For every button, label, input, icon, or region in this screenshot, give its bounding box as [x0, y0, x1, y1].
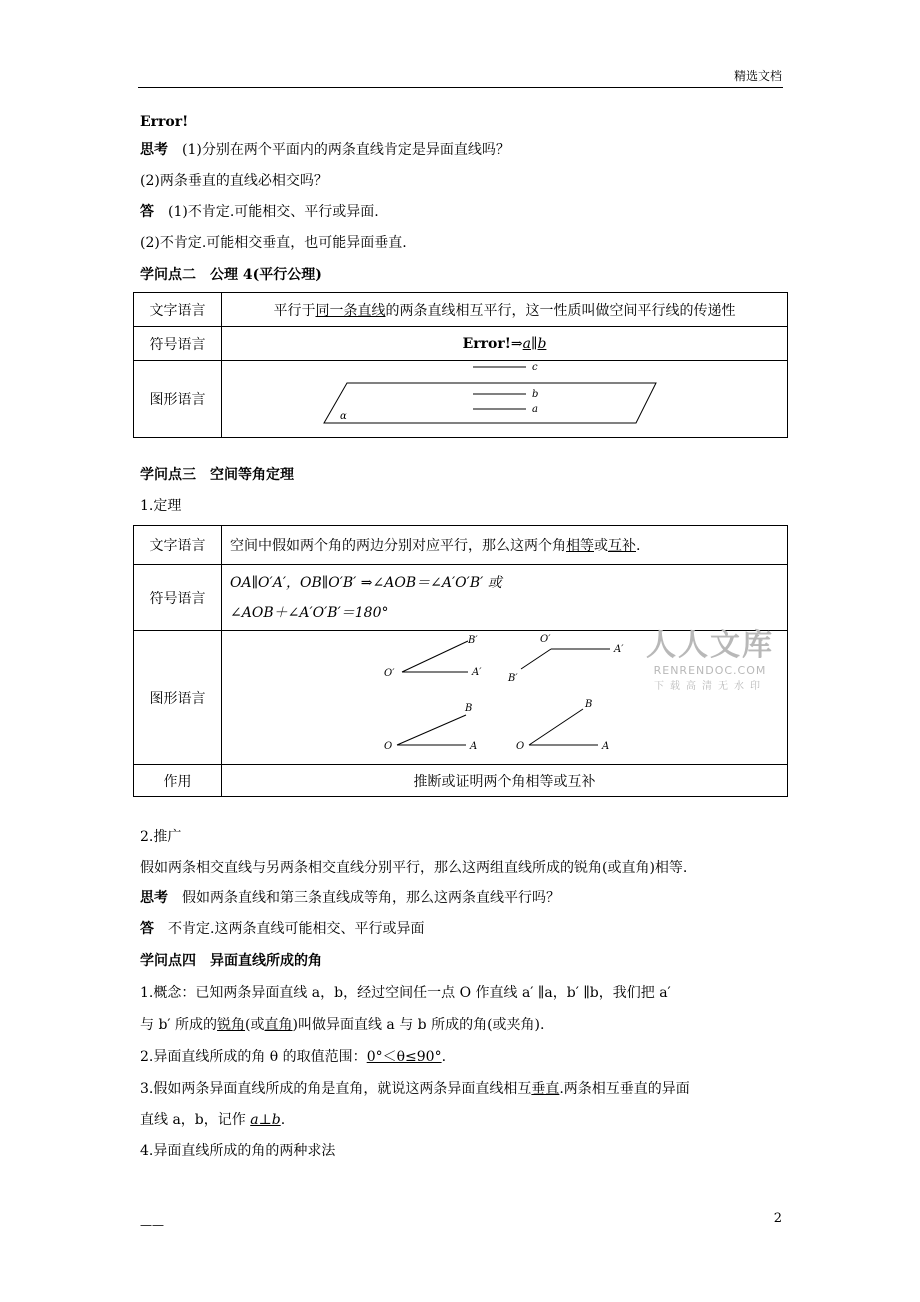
t2-symbol-line2: ∠AOB＋∠A′O′B′＝180° — [230, 604, 389, 621]
fig2-label-B: B′ — [508, 673, 518, 684]
p2-pre: 2.异面直线所成的角 θ 的取值范围： — [140, 1049, 367, 1065]
answer2-line — [140, 920, 424, 938]
p1-l2-pre: 与 b′ 所成的 — [140, 1017, 218, 1033]
answer1-text1: (1)不肯定.可能相交、平行或异面. — [168, 204, 379, 220]
fig2-label-A: A′ — [614, 644, 624, 655]
t2-text-end: . — [636, 538, 641, 554]
fig2-ray-OB — [521, 649, 551, 669]
t2-usage-cell: 推断或证明两个角相等或互补 — [222, 765, 788, 797]
fig4-label-A: A — [602, 741, 610, 752]
generalize-text: 假如两条相交直线与另两条相交直线分别平行，那么这两组直线所成的锐角(或直角)相等. — [140, 860, 688, 876]
t2-text-u1: 相等 — [566, 538, 594, 554]
t1-symbol-cell — [222, 327, 788, 361]
t1-arrow: ⇒ — [510, 335, 523, 352]
error-title: Error! — [140, 114, 189, 130]
p3-l1-post: .两条相互垂直的异面 — [559, 1081, 690, 1097]
think2-label: 思考 — [140, 890, 168, 906]
watermark-small: 下载高清无水印 — [654, 681, 766, 692]
t1-label-text: 文字语言 — [134, 293, 222, 327]
answer1-a1 — [140, 203, 379, 221]
axiom4-table — [133, 292, 788, 438]
think1-question1: (1)分别在两个平面内的两条直线肯定是异面直线吗？ — [182, 142, 510, 158]
p3-line1 — [140, 1080, 690, 1098]
fig1-label-B: B′ — [468, 635, 478, 646]
p4-line: 4.异面直线所成的角的两种求法 — [140, 1143, 336, 1159]
label-alpha: α — [340, 411, 347, 422]
fig4-label-B: B — [585, 699, 593, 710]
p3-line2 — [140, 1111, 285, 1129]
fig3-label-B: B — [465, 703, 473, 714]
t2-label-text: 文字语言 — [134, 526, 222, 565]
t2-label-usage: 作用 — [134, 765, 222, 797]
fig4-ray-OB — [529, 709, 583, 745]
t1-label-symbol: 符号语言 — [134, 327, 222, 361]
fig1-label-A: A′ — [472, 667, 482, 678]
plane-alpha — [324, 383, 656, 423]
answer1-text2: (2)不肯定.可能相交垂直，也可能异面垂直. — [140, 235, 407, 251]
fig3-label-O: O — [384, 741, 393, 752]
section3-title: 学问点三 空间等角定理 — [140, 467, 294, 483]
p3-l1-pre: 3.假如两条异面直线所成的角是直角，就说这两条异面直线相互 — [140, 1081, 532, 1097]
parallel-lines-figure — [222, 361, 787, 433]
section2-title: 学问点二 公理 4(平行公理) — [140, 267, 322, 283]
fig1-label-O: O′ — [384, 668, 395, 679]
label-c: c — [532, 362, 538, 373]
think2-line — [140, 889, 560, 907]
label-a: a — [532, 404, 538, 415]
t2-symbol-line1: OA∥O′A′，OB∥O′B′ ⇒∠AOB＝∠A′O′B′ 或 — [230, 574, 502, 591]
fig1-ray-OB — [402, 641, 468, 672]
t2-text-pre: 空间中假如两个角的两边分别对应平行，那么这两个角 — [230, 538, 566, 554]
t1-text-cell — [222, 293, 788, 327]
t1-formula: a∥b — [522, 335, 547, 352]
page-number: 2 — [773, 1211, 782, 1226]
p1-l2-mid: (或 — [245, 1017, 265, 1033]
t1-error: Error! — [462, 335, 511, 352]
t2-text-u2: 互补 — [608, 538, 636, 554]
t1-text-pre: 平行于 — [273, 302, 316, 319]
header-label: 精选文档 — [733, 69, 782, 83]
think2-question: 假如两条直线和第三条直线成等角，那么这两条直线平行吗？ — [182, 890, 560, 906]
answer1-label: 答 — [140, 204, 154, 220]
t2-text-mid: 或 — [594, 538, 608, 554]
p3-l2-post: . — [280, 1112, 286, 1128]
section4-title: 学问点四 异面直线所成的角 — [140, 953, 322, 969]
header-divider — [138, 87, 783, 88]
p1-line2 — [140, 1016, 544, 1034]
p1-u1: 锐角 — [217, 1017, 246, 1033]
fig3-ray-OB — [397, 715, 466, 745]
p3-l2-pre: 直线 a，b，记作 — [140, 1112, 251, 1128]
t1-text-post: 的两条直线相互平行，这一性质叫做空间平行线的传递性 — [385, 302, 736, 319]
p3-u2: a⊥b — [250, 1112, 281, 1128]
watermark — [646, 620, 774, 692]
p1-u2: 直角 — [264, 1017, 293, 1033]
answer2-label: 答 — [140, 921, 154, 937]
t1-text-underlined: 同一条直线 — [315, 302, 386, 319]
fig4-label-O: O — [516, 741, 525, 752]
t1-label-figure: 图形语言 — [134, 361, 222, 438]
think1-q1 — [140, 141, 510, 159]
think1-question2: (2)两条垂直的直线必相交吗？ — [140, 173, 328, 189]
t2-label-symbol: 符号语言 — [134, 565, 222, 631]
t1-figure-cell — [222, 361, 788, 438]
p1-line1: 1.概念：已知两条异面直线 a，b，经过空间任一点 O 作直线 a′ ∥a，b′ ∥b，我们把 a′ — [140, 985, 671, 1001]
answer2-text: 不肯定.这两条直线可能相交、平行或异面 — [168, 921, 425, 937]
generalize-title: 2.推广 — [140, 829, 182, 845]
p2-u: 0°＜θ≤90° — [366, 1049, 442, 1065]
fig2-label-O: O′ — [540, 634, 551, 645]
p2-line — [140, 1048, 446, 1066]
p2-post: . — [441, 1049, 447, 1065]
section3-sub1: 1.定理 — [140, 498, 182, 514]
t2-text-cell — [222, 526, 788, 565]
t2-label-figure: 图形语言 — [134, 631, 222, 765]
footer-left: —— — [140, 1218, 164, 1232]
fig3-label-A: A — [470, 741, 478, 752]
p3-u: 垂直 — [531, 1081, 560, 1097]
watermark-mid: RENRENDOC.COM — [653, 664, 767, 677]
think1-label: 思考 — [140, 142, 168, 158]
p1-l2-post: )叫做异面直线 a 与 b 所成的角(或夹角). — [292, 1017, 545, 1033]
label-b: b — [532, 389, 539, 400]
watermark-big: 人人文库 — [646, 628, 774, 663]
